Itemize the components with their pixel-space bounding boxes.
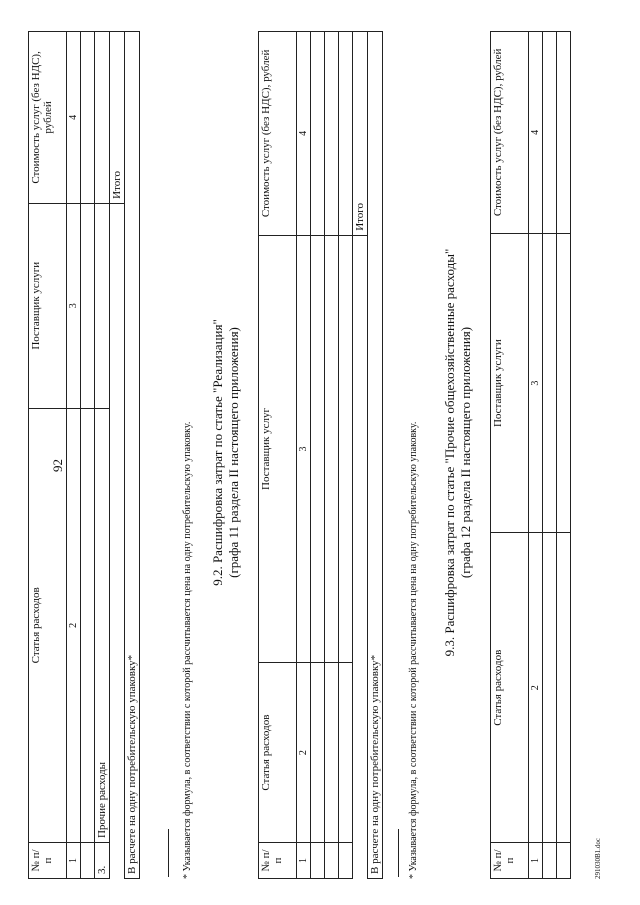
t2-colnum-2: 2: [297, 663, 311, 843]
page-number: 92: [50, 459, 65, 472]
t1-colnum-3: 3: [67, 203, 81, 408]
t3-header-item: Статья расходов: [491, 533, 529, 843]
t3-header-supplier: Поставщик услуги: [491, 233, 529, 533]
section-3-title: 9.3. Расшифровка затрат по статье "Прочие общехозяйственные расходы": [442, 248, 457, 657]
table-3: [490, 31, 571, 879]
table-2: [258, 31, 383, 879]
section-3-subtitle: (графа 12 раздела II настоящего приложения): [458, 326, 473, 579]
t1-colnum-1: 1: [67, 843, 81, 879]
t1-header-item: Статья расходов: [29, 408, 67, 842]
t3-header-cost: Стоимость услуг (без НДС), рублей: [491, 32, 529, 234]
t1-per-package: В расчете на одну потребительскую упаковку*: [125, 32, 140, 879]
file-name: 291030В1.doc: [594, 837, 602, 879]
t3-colnum-4: 4: [529, 32, 543, 234]
t1-row-num: 3.: [95, 843, 110, 879]
section-2-subtitle: (графа 11 раздела II настоящего приложения): [226, 327, 241, 578]
t1-total-label: Итого: [110, 32, 125, 204]
footnote-2: * Указывается формула, в соответствии с которой рассчитывается цена на одну потребительскую упаковку.: [408, 421, 419, 879]
t2-per-package: В расчете на одну потребительскую упаковку*: [368, 32, 383, 879]
footnote-1-rule: [168, 829, 169, 877]
t2-total-label: Итого: [353, 32, 368, 236]
t3-header-num: № п/п: [491, 843, 529, 879]
t2-header-item: Статья расходов: [259, 663, 297, 843]
footnote-1: * Указывается формула, в соответствии с которой рассчитывается цена на одну потребительскую упаковку.: [182, 421, 193, 879]
table-row: [311, 32, 325, 879]
t1-header-num: № п/п: [29, 843, 67, 879]
t3-colnum-3: 3: [529, 233, 543, 533]
t1-header-cost: Стоимость услуг (без НДС), рублей: [29, 32, 67, 204]
t2-header-num: № п/п: [259, 843, 297, 879]
footnote-2-rule: [398, 829, 399, 877]
t1-colnum-4: 4: [67, 32, 81, 204]
t1-row-item: Прочие расходы: [95, 408, 110, 842]
section-2-title: 9.2. Расшифровка затрат по статье "Реализация": [210, 319, 225, 586]
table-row: [557, 32, 571, 879]
table-row: [95, 32, 110, 879]
t2-colnum-3: 3: [297, 235, 311, 662]
table-1: [28, 31, 140, 879]
table-row: [325, 32, 339, 879]
t1-colnum-2: 2: [67, 408, 81, 842]
t1-header-supplier: Поставщик услуги: [29, 203, 67, 408]
t2-colnum-4: 4: [297, 32, 311, 236]
table-row: [339, 32, 353, 879]
t2-header-cost: Стоимость услуг (без НДС), рублей: [259, 32, 297, 236]
t3-colnum-2: 2: [529, 533, 543, 843]
t2-header-supplier: Поставщик услуг: [259, 235, 297, 662]
table-row: [543, 32, 557, 879]
t3-colnum-1: 1: [529, 843, 543, 879]
t2-colnum-1: 1: [297, 843, 311, 879]
